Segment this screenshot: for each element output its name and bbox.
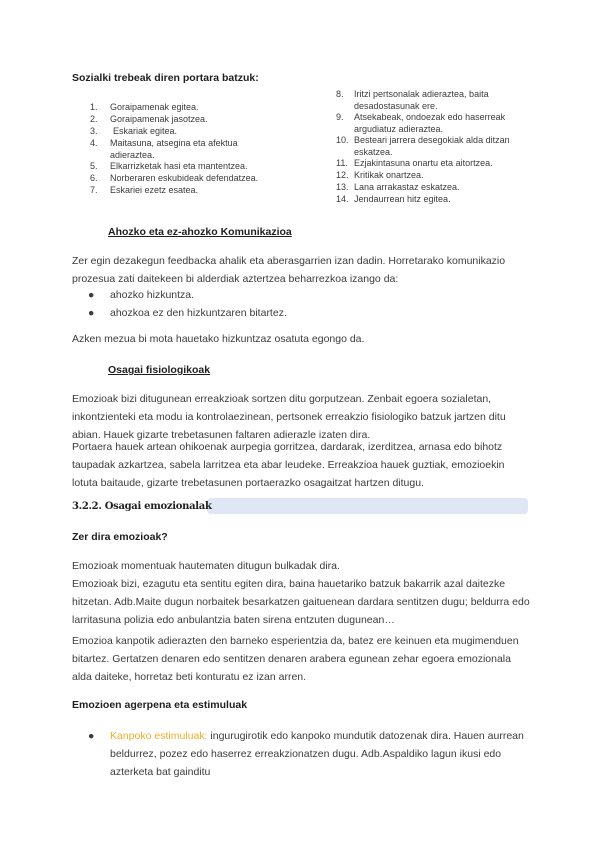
communication-bullets xyxy=(88,286,528,322)
list-item: 7. Eskariei ezetz esatea. xyxy=(90,185,199,195)
list-item: 8. Iritzi pertsonalak adieraztea, baita desadostasunak ere. xyxy=(336,89,489,111)
list-item: 14. Jendaurrean hitz egitea. xyxy=(336,194,451,204)
social-skills-list-right xyxy=(336,89,536,206)
bullet-icon: ● xyxy=(88,289,95,301)
stimuli-heading: Emozioen agerpena eta estimuluak xyxy=(72,699,248,711)
social-skills-list-left xyxy=(90,102,280,197)
emotions-question: Zer dira emozioak? xyxy=(72,531,168,543)
list-item: 11. Ezjakintasuna onartu eta aitortzea. xyxy=(336,158,493,168)
bullet-icon: ● xyxy=(88,307,95,319)
social-skills-title: Sozialki trebeak diren portara batzuk: xyxy=(72,72,259,84)
list-item: 5. Elkarrizketak hasi eta mantentzea. xyxy=(90,161,248,171)
stimuli-label: Kanpoko estimuluak: xyxy=(110,730,208,742)
list-item: 12. Kritikak onartzea. xyxy=(336,170,424,180)
list-item: 9. Atsekabeak, ondoezak edo haserreak argudiatuz adieraztea. xyxy=(336,112,506,134)
list-item: 13. Lana arrakastaz eskatzea. xyxy=(336,182,460,192)
physiological-heading: Osagai fisiologikoak xyxy=(108,364,211,376)
emotions-paragraph-1: Emozioak momentuak hautematen ditugun bulkadak dira. xyxy=(72,560,340,572)
stimuli-text: ingurugirotik edo kanpoko mundutik datozenak dira. Hauen aurrean beldurrez, pozez edo haserrez erreakzionatzen dugu. Adb.Aspaldiko lagun ikusi edo azterketa bat gainditu xyxy=(110,730,524,778)
communication-paragraph: Zer egin dezakegun feedbacka ahalik eta aberasgarrien izan dadin. Horretarako komunikazio prozesua zati daitekeen bi alderdiak aztertzea beharrezkoa izango da: xyxy=(72,255,506,285)
emotional-section-heading: 3.2.2. Osagai emozionalak xyxy=(72,501,212,512)
physiological-paragraph-1: Emozioak bizi ditugunean erreakzioak sortzen ditu gorputzean. Zenbait egoera sozialetan, inkontzienteki eta modu ia kontrolaezinean, pertsonek erreakzio fisiologiko batzuk jartzen ditu abian. Hauek gizarte trebetasunen faltaren adierazle izaten dira. xyxy=(72,393,506,441)
communication-closing: Azken mezua bi mota hauetako hizkuntzaz osatuta egongo da. xyxy=(72,333,365,345)
physiological-paragraph-2: Portaera hauek artean ohikoenak aurpegia gorritzea, dardarak, izerditzea, arnasa edo bihotz taupadak azkartzea, sabela larritzea eta abar leudeke. Erreakzioa hauek guztiak, emozioekin lotuta baitaude, gizarte trebetasunen portaerazko osagaitzat hartzen ditugu. xyxy=(72,441,505,489)
list-item: 4. Maitasuna, atsegina eta afektua adieraztea. xyxy=(90,138,238,160)
list-item: 3. Eskariak egitea. xyxy=(90,126,178,136)
communication-heading: Ahozko eta ez-ahozko Komunikazioa xyxy=(108,226,292,238)
section-highlight-bar xyxy=(207,498,528,514)
list-item: 10. Besteari jarrera desegokiak alda ditzan eskatzea. xyxy=(336,135,510,157)
list-item: ● ahozko hizkuntza. xyxy=(88,286,528,304)
emotions-paragraph-3: Emozioa kanpotik adierazten den barneko esperientzia da, batez ere keinuen eta mugimenduen bitartez. Gertatzen denaren edo sentitzen denaren arabera egunean zehar egoera emozionala alda daiteke, horretaz beti konturatu ez izan arren. xyxy=(72,635,519,683)
list-item: 6. Norberaren eskubideak defendatzea. xyxy=(90,173,259,183)
list-item: 1. Goraipamenak egitea. xyxy=(90,102,199,112)
bullet-icon: ● xyxy=(88,730,95,742)
stimuli-bullet xyxy=(88,727,530,781)
list-item: 2. Goraipamenak jasotzea. xyxy=(90,114,208,124)
list-item: ● ahozkoa ez den hizkuntzaren bitartez. xyxy=(88,304,528,322)
emotions-paragraph-2: Emozioak bizi, ezagutu eta sentitu egiten dira, baina hauetariko batzuk bakarrik azal daitezke hitzetan. Adb.Maite dugun norbaitek besarkatzen gaituenean dardara sentitzen dugu; beldurra edo larritasuna polizia edo anbulantzia baten sirena entzuten dugunean… xyxy=(72,578,530,626)
